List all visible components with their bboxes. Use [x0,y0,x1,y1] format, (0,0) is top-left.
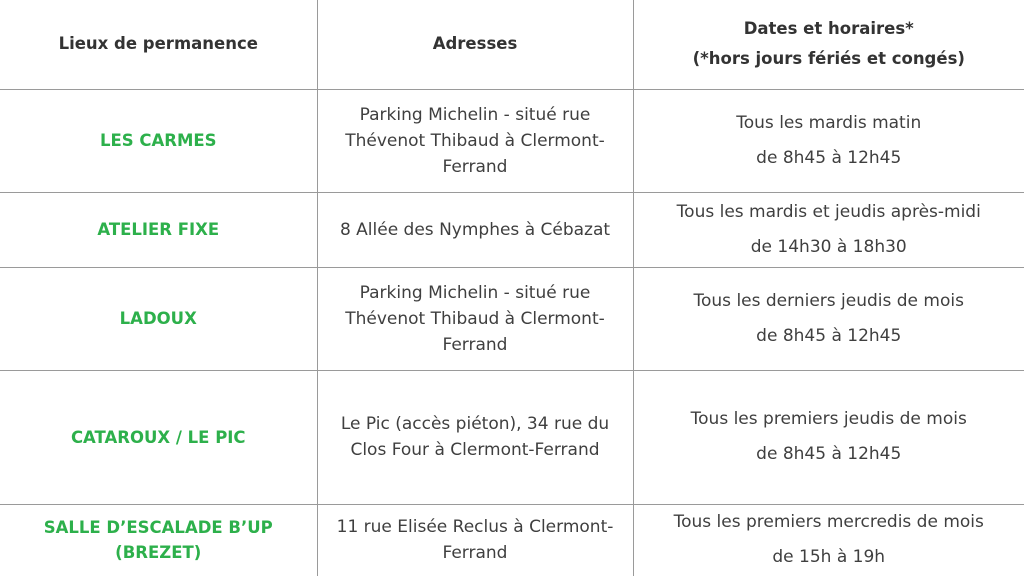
row-dates [633,89,1024,192]
row-address: Parking Michelin - situé rue Thévenot Thibaud à Clermont-Ferrand [317,267,633,370]
table-row [0,267,1024,370]
row-address: 11 rue Elisée Reclus à Clermont-Ferrand [317,504,633,576]
row-dates [633,370,1024,504]
table-row [0,504,1024,576]
row-address: Parking Michelin - situé rue Thévenot Thibaud à Clermont-Ferrand [317,89,633,192]
row-dates-hours: de 8h45 à 12h45 [756,444,902,464]
table-row [0,192,1024,267]
header-dates-note: (*hors jours fériés et congés) [692,49,965,69]
row-dates [633,504,1024,576]
header-row [0,0,1024,89]
table-row [0,370,1024,504]
row-dates-day: Tous les mardis matin [736,112,922,133]
row-dates [633,267,1024,370]
header-dates-title: Dates et horaires* [743,19,914,39]
row-place: SALLE D’ESCALADE B’UP (BREZET) [0,504,317,576]
row-dates-hours: de 8h45 à 12h45 [756,325,902,346]
row-place: ATELIER FIXE [0,192,317,267]
row-dates-day: Tous les premiers jeudis de mois [690,409,967,429]
header-dates [633,0,1024,89]
row-dates-day: Tous les premiers mercredis de mois [673,512,984,533]
row-address: Le Pic (accès piéton), 34 rue du Clos Four à Clermont-Ferrand [317,370,633,504]
row-dates-day: Tous les mardis et jeudis après-midi [676,201,981,222]
header-place: Lieux de permanence [0,0,317,89]
table-row [0,89,1024,192]
row-dates [633,192,1024,267]
row-dates-hours: de 14h30 à 18h30 [750,236,907,257]
row-place: CATAROUX / LE PIC [0,370,317,504]
row-dates-hours: de 15h à 19h [772,547,886,568]
row-place: LES CARMES [0,89,317,192]
row-dates-hours: de 8h45 à 12h45 [756,147,902,168]
row-address: 8 Allée des Nymphes à Cébazat [317,192,633,267]
header-address: Adresses [317,0,633,89]
row-place: LADOUX [0,267,317,370]
row-dates-day: Tous les derniers jeudis de mois [693,290,964,311]
